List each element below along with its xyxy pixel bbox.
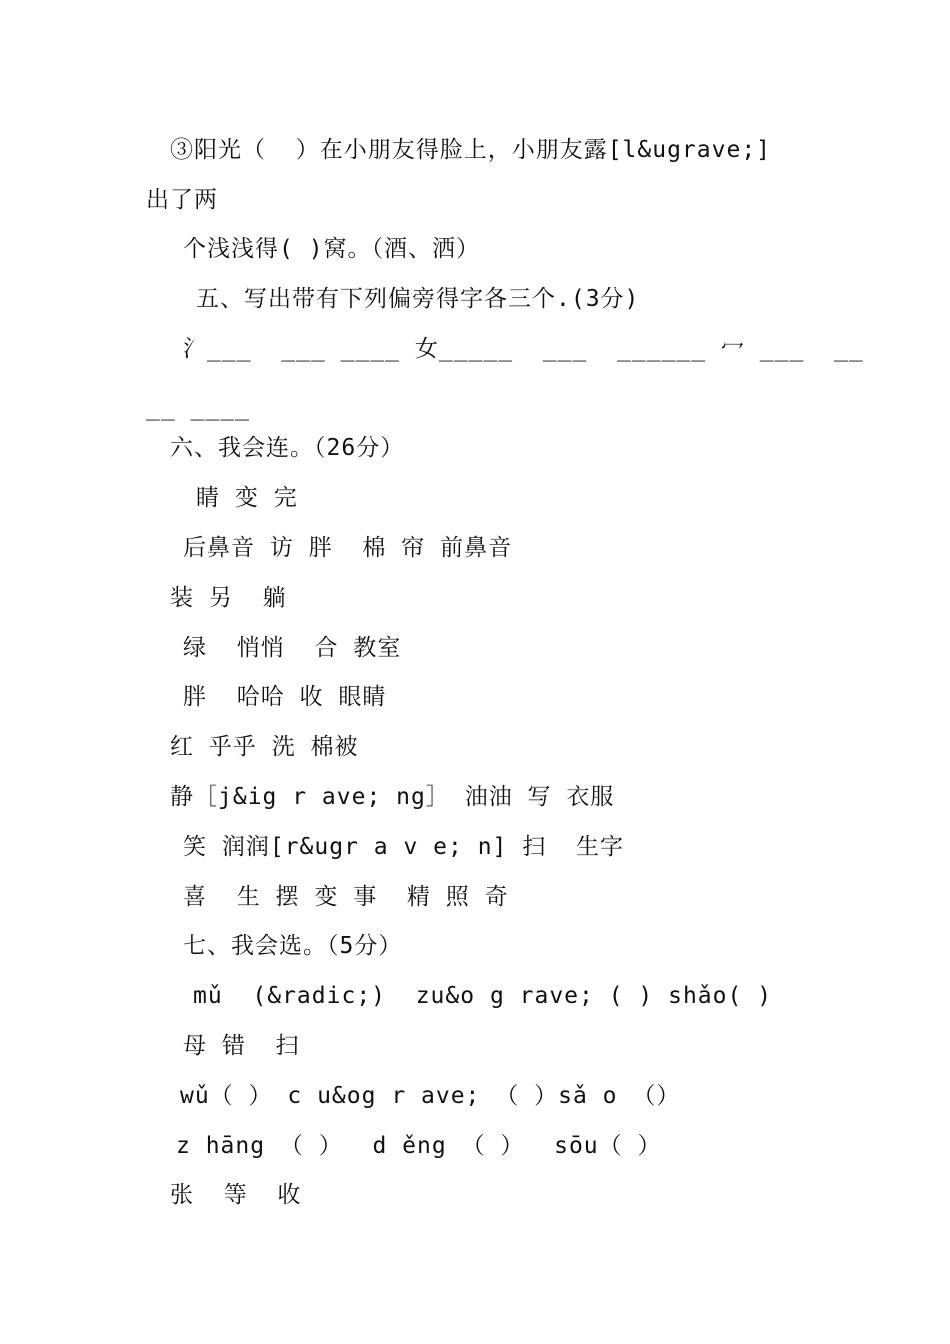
select-row-3: wǔ（ ） c u&og r ave; （ ）sǎ o （） [180,1083,681,1109]
match-row-1: 睛 变 完 [196,485,298,511]
blank-line-radicals-2: __ ____ [146,395,250,421]
select-row-4: z hāng （ ） d ěng （ ） sōu（ ） [176,1133,662,1159]
text-line-3: 个浅浅得( )窝。（酒、洒） [183,236,481,262]
match-row-7: 静［j&ig r ave; ng］ 油油 写 衣服 [170,784,615,810]
match-row-3: 装 另 躺 [170,585,287,611]
match-row-5: 胖 哈哈 收 眼睛 [183,684,387,710]
select-row-5: 张 等 收 [170,1182,302,1208]
section-heading-7: 七、我会选。（5分） [183,933,403,959]
match-row-2: 后鼻音 访 胖 棉 帘 前鼻音 [183,535,513,561]
match-row-4: 绿 悄悄 合 教室 [183,635,402,661]
section-heading-5: 五、写出带有下列偏旁得字各三个.(3分) [196,286,640,312]
match-row-9: 喜 生 摆 变 事 精 照 奇 [183,884,509,910]
select-row-1: mǔ (&radic;) zu&o g rave; ( ) shǎo( ) [193,983,773,1009]
match-row-8: 笑 润润[r&ugr a v e; n] 扫 生字 [183,834,624,860]
section-heading-6: 六、我会连。（26分） [170,435,405,461]
text-line-1: ③阳光（ ）在小朋友得脸上，小朋友露[l&ugrave;] [170,137,772,163]
text-line-2: 出了两 [146,187,218,213]
blank-line-radicals-1: 氵___ ___ ____ 女_____ ___ ______ 冖 ___ __ [183,336,864,362]
match-row-6: 红 乎乎 洗 棉被 [170,734,359,760]
select-row-2: 母 错 扫 [183,1033,300,1059]
